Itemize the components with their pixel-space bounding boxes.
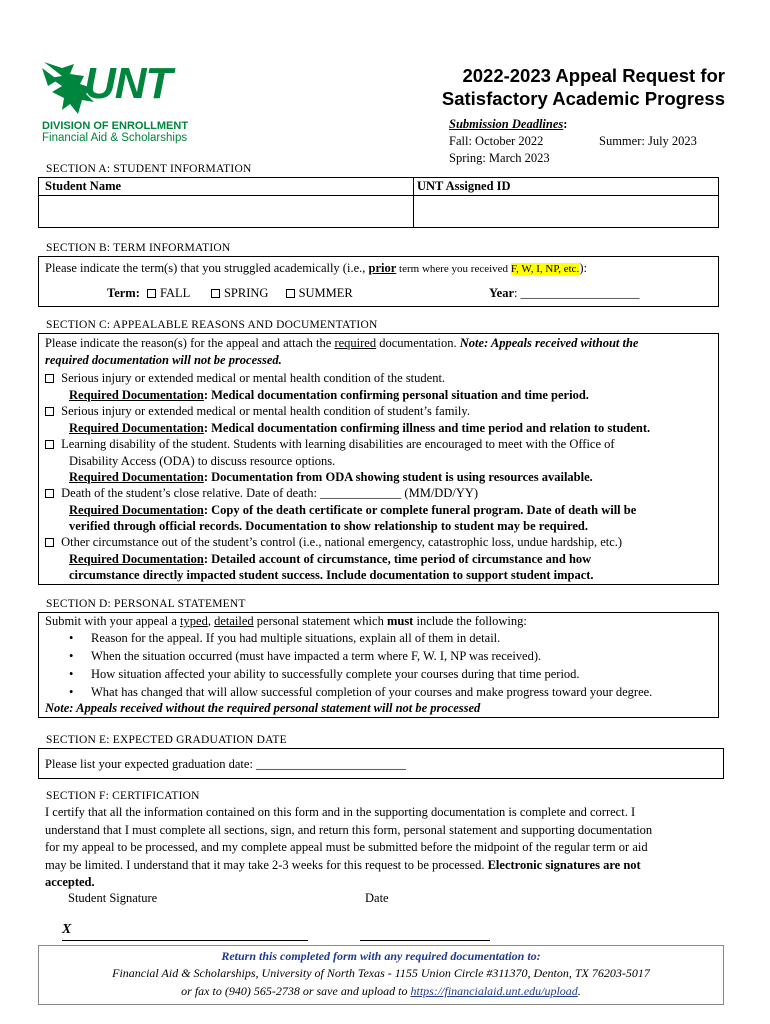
section-c-heading: SECTION C: APPEALABLE REASONS AND DOCUMENTATION bbox=[46, 319, 378, 331]
fall-checkbox[interactable]: FALL bbox=[147, 286, 190, 300]
return-heading: Return this completed form with any required documentation to: bbox=[221, 949, 541, 963]
signature-label: Student Signature bbox=[68, 891, 158, 905]
summer-checkbox[interactable]: SUMMER bbox=[286, 286, 353, 300]
graduation-box bbox=[38, 748, 724, 779]
statement-bullet: • Reason for the appeal. If you had multiple situations, explain all of them in detail. bbox=[69, 631, 500, 646]
unt-id-field[interactable] bbox=[415, 197, 717, 226]
checkbox-icon bbox=[45, 489, 54, 498]
title-line-2: Satisfactory Academic Progress bbox=[441, 88, 725, 109]
title-line-1: 2022-2023 Appeal Request for bbox=[462, 65, 725, 86]
checkbox-icon bbox=[45, 440, 54, 449]
term-options bbox=[107, 286, 353, 301]
reasons-note: required documentation will not be processed. bbox=[45, 353, 282, 367]
deadline-fall: Fall: October 2022 bbox=[449, 134, 544, 148]
division-label: DIVISION OF ENROLLMENT bbox=[42, 120, 189, 132]
submission-deadlines: Submission Deadlines: Fall: October 2022 Summer: July 2023 Spring: March 2023 bbox=[449, 116, 719, 167]
form-title bbox=[442, 64, 725, 110]
return-instructions-box bbox=[38, 945, 724, 1005]
reason-learning-disability-doc: Required Documentation: Documentation from ODA showing student is using resources available. bbox=[69, 470, 593, 484]
unt-id-label: UNT Assigned ID bbox=[417, 179, 511, 193]
reason-other-doc: Required Documentation: Detailed account of circumstance, time period of circumstance and how bbox=[69, 552, 592, 566]
spring-checkbox[interactable]: SPRING bbox=[211, 286, 268, 300]
signature-x: X bbox=[62, 922, 72, 937]
checkbox-icon bbox=[147, 289, 156, 298]
reasons-intro: Please indicate the reason(s) for the appeal and attach the required documentation. Note: Appeals received without the bbox=[45, 336, 639, 350]
upload-link[interactable]: https://financialaid.unt.edu/upload bbox=[410, 984, 578, 998]
section-f-heading: SECTION F: CERTIFICATION bbox=[46, 790, 200, 802]
personal-statement-box bbox=[38, 612, 719, 718]
term-instructions: Please indicate the term(s) that you struggled academically (i.e., prior term where you received F, W, I, NP, etc.): bbox=[45, 261, 587, 275]
return-fax-upload: or fax to (940) 565-2738 or save and upload to https://financialaid.unt.edu/upload. bbox=[181, 984, 581, 998]
date-label: Date bbox=[365, 891, 389, 905]
term-label: Term: bbox=[107, 286, 140, 300]
section-e-heading: SECTION E: EXPECTED GRADUATION DATE bbox=[46, 734, 287, 746]
reason-learning-disability-cont: Disability Access (ODA) to discuss resource options. bbox=[69, 454, 336, 468]
reason-student-medical-doc: Required Documentation: Medical documentation confirming personal situation and time period. bbox=[69, 388, 589, 402]
checkbox-icon bbox=[45, 407, 54, 416]
reason-family-medical[interactable]: Serious injury or extended medical or mental health condition of student’s family. bbox=[45, 404, 470, 419]
section-a-heading: SECTION A: STUDENT INFORMATION bbox=[46, 163, 252, 175]
section-b-heading: SECTION B: TERM INFORMATION bbox=[46, 242, 231, 254]
checkbox-icon bbox=[286, 289, 295, 298]
deadline-spring: Spring: March 2023 bbox=[449, 151, 550, 165]
unt-logo bbox=[40, 58, 210, 148]
deadlines-label: Submission Deadlines bbox=[449, 117, 564, 131]
reason-other-doc-cont: circumstance directly impacted student success. Include documentation to support student impact. bbox=[69, 568, 594, 582]
reason-death-doc-cont: verified through official records. Documentation to show relationship to student may be required. bbox=[69, 519, 588, 533]
department-label: Financial Aid & Scholarships bbox=[42, 132, 188, 144]
deadline-summer: Summer: July 2023 bbox=[599, 134, 697, 148]
reason-learning-disability[interactable]: Learning disability of the student. Students with learning disabilities are encouraged to meet with the Office of bbox=[45, 437, 615, 452]
reason-family-medical-doc: Required Documentation: Medical documentation confirming illness and time period and relation to student. bbox=[69, 421, 651, 435]
year-field[interactable]: Year: ___________________ bbox=[489, 286, 640, 300]
statement-bullet: • How situation affected your ability to successfully complete your courses during that time period. bbox=[69, 667, 580, 682]
reason-death[interactable]: Death of the student’s close relative. Date of death: _____________ (MM/DD/YY) bbox=[45, 486, 478, 501]
student-name-label: Student Name bbox=[45, 179, 122, 193]
reason-death-doc: Required Documentation: Copy of the death certificate or complete funeral program. Date of death will be bbox=[69, 503, 637, 517]
reason-student-medical[interactable]: Serious injury or extended medical or mental health condition of the student. bbox=[45, 371, 445, 386]
student-info-table bbox=[38, 177, 719, 228]
statement-intro: Submit with your appeal a typed, detailed personal statement which must include the following: bbox=[45, 614, 527, 628]
checkbox-icon bbox=[211, 289, 220, 298]
section-d-heading: SECTION D: PERSONAL STATEMENT bbox=[46, 598, 246, 610]
statement-note: Note: Appeals received without the required personal statement will not be processed bbox=[45, 701, 481, 715]
unt-wordmark: UNT bbox=[84, 59, 172, 108]
checkbox-icon bbox=[45, 538, 54, 547]
return-address: Financial Aid & Scholarships, University of North Texas - 1155 Union Circle #311370, Denton, TX 76203-5017 bbox=[112, 966, 650, 980]
signature-line[interactable] bbox=[62, 922, 308, 941]
reasons-box bbox=[38, 333, 719, 585]
student-name-field[interactable] bbox=[40, 197, 412, 226]
certification-text: I certify that all the information contained on this form and in the supporting documentation is complete and correct. I understand that I must complete all sections, sign, and return this form, personal statement and supporting documentation for my appeal to be processed, and my complete appeal must be submitted before the midpoint of the regular term or aid may be limited. I understand that it may take 2-3 weeks for this request to be processed. Electronic signatures are not accepted. bbox=[45, 805, 653, 890]
statement-bullet: • When the situation occurred (must have impacted a term where F, W. I, NP was received). bbox=[69, 649, 541, 664]
reason-other[interactable]: Other circumstance out of the student’s control (i.e., national emergency, catastrophic loss, undue hardship, etc.) bbox=[45, 535, 622, 550]
graduation-date-field[interactable]: Please list your expected graduation date: ________________________ bbox=[45, 757, 407, 771]
term-info-box bbox=[38, 256, 719, 307]
date-line[interactable] bbox=[360, 922, 490, 941]
checkbox-icon bbox=[45, 374, 54, 383]
statement-bullet: • What has changed that will allow successful completion of your courses and make progress toward your degree. bbox=[69, 685, 652, 700]
